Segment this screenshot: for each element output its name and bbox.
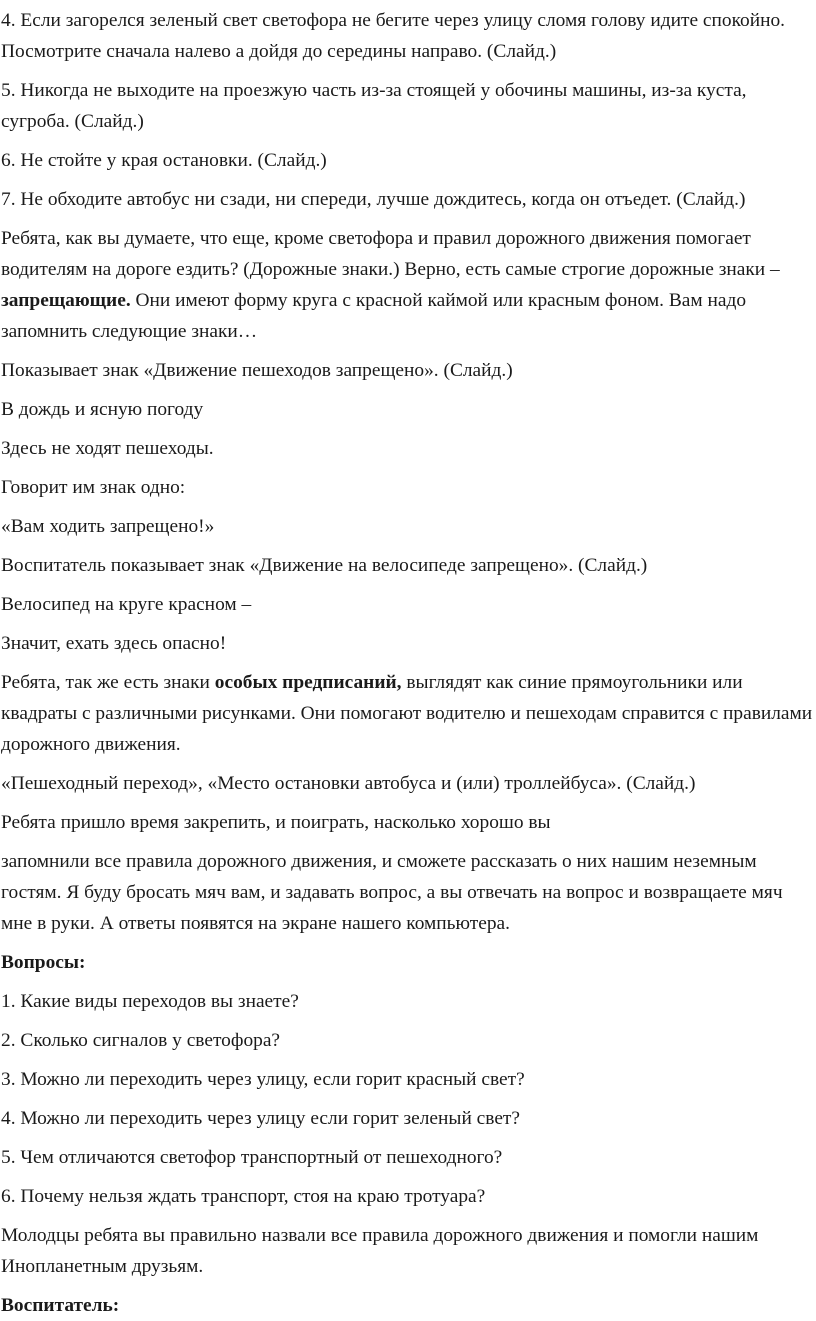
poem-line: Здесь не ходят пешеходы.: [1, 438, 214, 459]
questions-heading: Вопросы:: [1, 952, 86, 973]
question-item: 6. Почему нельзя ждать транспорт, стоя на краю тротуара?: [1, 1186, 486, 1207]
game-intro-paragraph: Ребята пришло время закрепить, и поиграть, насколько хорошо вы: [1, 812, 551, 833]
bicycle-sign-paragraph: Воспитатель показывает знак «Движение на велосипеде запрещено». (Слайд.): [1, 555, 648, 576]
prohibiting-signs-term: запрещающие.: [1, 290, 131, 311]
game-rules-paragraph: запомнили все правила дорожного движения, и сможете рассказать о них нашим неземным гостям. Я буду бросать мяч вам, и задавать вопрос, а вы отвечать на вопрос и возвращаете мяч мне в руки. А ответы появятся на экране нашего компьютера.: [1, 851, 783, 934]
pedestrian-sign-paragraph: Показывает знак «Движение пешеходов запрещено». (Слайд.): [1, 360, 513, 381]
rule-5-paragraph: 5. Никогда не выходите на проезжую часть из-за стоящей у обочины машины, из-за куста, сугроба. (Слайд.): [1, 80, 747, 132]
crossing-sign-paragraph: «Пешеходный переход», «Место остановки автобуса и (или) троллейбуса». (Слайд.): [1, 773, 696, 794]
question-item: 1. Какие виды переходов вы знаете?: [1, 991, 299, 1012]
special-signs-paragraph: [1, 667, 813, 760]
question-item: 4. Можно ли переходить через улицу если горит зеленый свет?: [1, 1108, 521, 1129]
document-page: [1, 0, 813, 1321]
question-item: 3. Можно ли переходить через улицу, если горит красный свет?: [1, 1069, 525, 1090]
rule-4-paragraph: 4. Если загорелся зеленый свет светофора не бегите через улицу сломя голову идите спокойно. Посмотрите сначала налево а дойдя до середины направо. (Слайд.): [1, 10, 786, 62]
rule-6-paragraph: 6. Не стойте у края остановки. (Слайд.): [1, 150, 327, 171]
road-signs-text-start: Ребята, как вы думаете, что еще, кроме светофора и правил дорожного движения помогает водителям на дороге ездить? (Дорожные знаки.) Верно, есть самые строгие дорожные знаки –: [1, 228, 780, 280]
special-signs-term: особых предписаний,: [214, 672, 402, 693]
rule-7-paragraph: 7. Не обходите автобус ни сзади, ни спереди, лучше дождитесь, когда он отъедет. (Слайд.): [1, 189, 746, 210]
educator-heading: Воспитатель:: [1, 1295, 120, 1316]
road-signs-paragraph: [1, 223, 813, 347]
question-item: 2. Сколько сигналов у светофора?: [1, 1030, 281, 1051]
poem-line: Велосипед на круге красном –: [1, 594, 252, 615]
special-signs-text-start: Ребята, так же есть знаки: [1, 672, 215, 693]
poem-line: Значит, ехать здесь опасно!: [1, 633, 227, 654]
poem-line: «Вам ходить запрещено!»: [1, 516, 215, 537]
question-item: 5. Чем отличаются светофор транспортный от пешеходного?: [1, 1147, 503, 1168]
road-signs-text-end: Они имеют форму круга с красной каймой или красным фоном. Вам надо запомнить следующие знаки…: [1, 290, 747, 342]
special-signs-text-end: выглядят как синие прямоугольники или квадраты с различными рисунками. Они помогают водителю и пешеходам справится с правилами дорожного движения.: [1, 672, 813, 755]
poem-line: В дождь и ясную погоду: [1, 399, 204, 420]
closing-paragraph: Молодцы ребята вы правильно назвали все правила дорожного движения и помогли нашим Инопланетным друзьям.: [1, 1225, 759, 1277]
poem-line: Говорит им знак одно:: [1, 477, 186, 498]
